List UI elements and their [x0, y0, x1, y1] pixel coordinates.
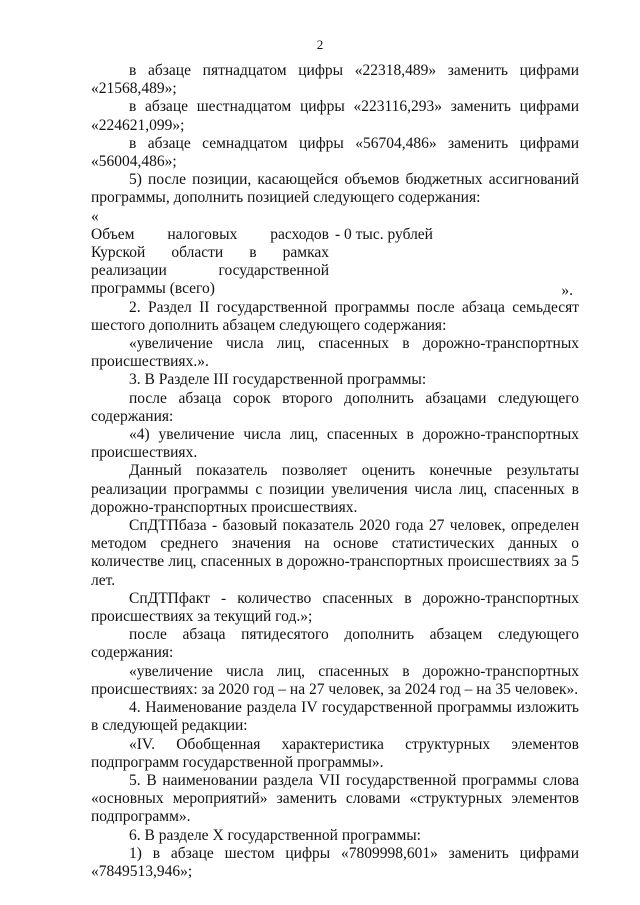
paragraph: Данный показатель позволяет оценить конечные результаты реализации программы с позиции увеличения числа лиц, спасенных в дорожно-транспортных происшествиях.: [91, 462, 579, 516]
paragraph: «увеличение числа лиц, спасенных в дорожно-транспортных происшествиях.».: [91, 335, 579, 371]
paragraph: в абзаце пятнадцатом цифры «22318,489» заменить цифрами «21568,489»;: [91, 62, 579, 98]
page-number: 2: [316, 37, 324, 52]
paragraph: 4. Наименование раздела IV государственной программы изложить в следующей редакции:: [91, 699, 579, 735]
paragraph: 2. Раздел II государственной программы после абзаца семьдесят шестого дополнить абзацем следующего содержания:: [91, 298, 579, 334]
paragraph: 3. В Разделе III государственной программы:: [129, 371, 427, 389]
paragraph: 1) в абзаце шестом цифры «7809998,601» заменить цифрами «7849513,946»;: [91, 844, 579, 880]
open-quote: «: [91, 207, 99, 225]
paragraph: 5. В наименовании раздела VII государственной программы слова «основных мероприятий» заменить словами «структурных элементов подпрограмм».: [91, 771, 579, 826]
table-row-label: Объем налоговых расходов Курской области в рамках реализации государственной программы (всего): [91, 225, 329, 298]
paragraph: «4) увеличение числа лиц, спасенных в дорожно-транспортных происшествиях.: [91, 426, 579, 462]
paragraph: после абзаца пятидесятого дополнить абзацем следующего содержания:: [91, 626, 579, 662]
paragraph: 6. В разделе X государственной программы:: [129, 826, 421, 844]
paragraph: «IV. Обобщенная характеристика структурных элементов подпрограмм государственной программы».: [91, 735, 579, 771]
paragraph: в абзаце семнадцатом цифры «56704,486» заменить цифрами «56004,486»;: [91, 134, 579, 171]
document-body: [91, 62, 579, 881]
paragraph: 5) после позиции, касающейся объемов бюджетных ассигнований программы, дополнить позицией следующего содержания:: [91, 171, 579, 207]
inserted-position-table: [91, 208, 579, 299]
paragraph: СпДТПбаза - базовый показатель 2020 года 27 человек, определен методом среднего значения на основе статистических данных о количестве лиц, спасенных в дорожно-транспортных происшествиях за 5 лет.: [91, 517, 579, 589]
paragraph: после абзаца сорок второго дополнить абзацами следующего содержания:: [91, 389, 579, 425]
close-quote: ».: [561, 281, 573, 299]
paragraph: СпДТПфакт - количество спасенных в дорожно-транспортных происшествиях за текущий год.»;: [91, 589, 579, 626]
paragraph: «увеличение числа лиц, спасенных в дорожно-транспортных происшествиях: за 2020 год – на 27 человек, за 2024 год – на 35 человек».: [91, 662, 579, 698]
paragraph: в абзаце шестнадцатом цифры «223116,293» заменить цифрами «224621,099»;: [91, 98, 579, 134]
table-row-value: - 0 тыс. рублей: [335, 225, 433, 243]
